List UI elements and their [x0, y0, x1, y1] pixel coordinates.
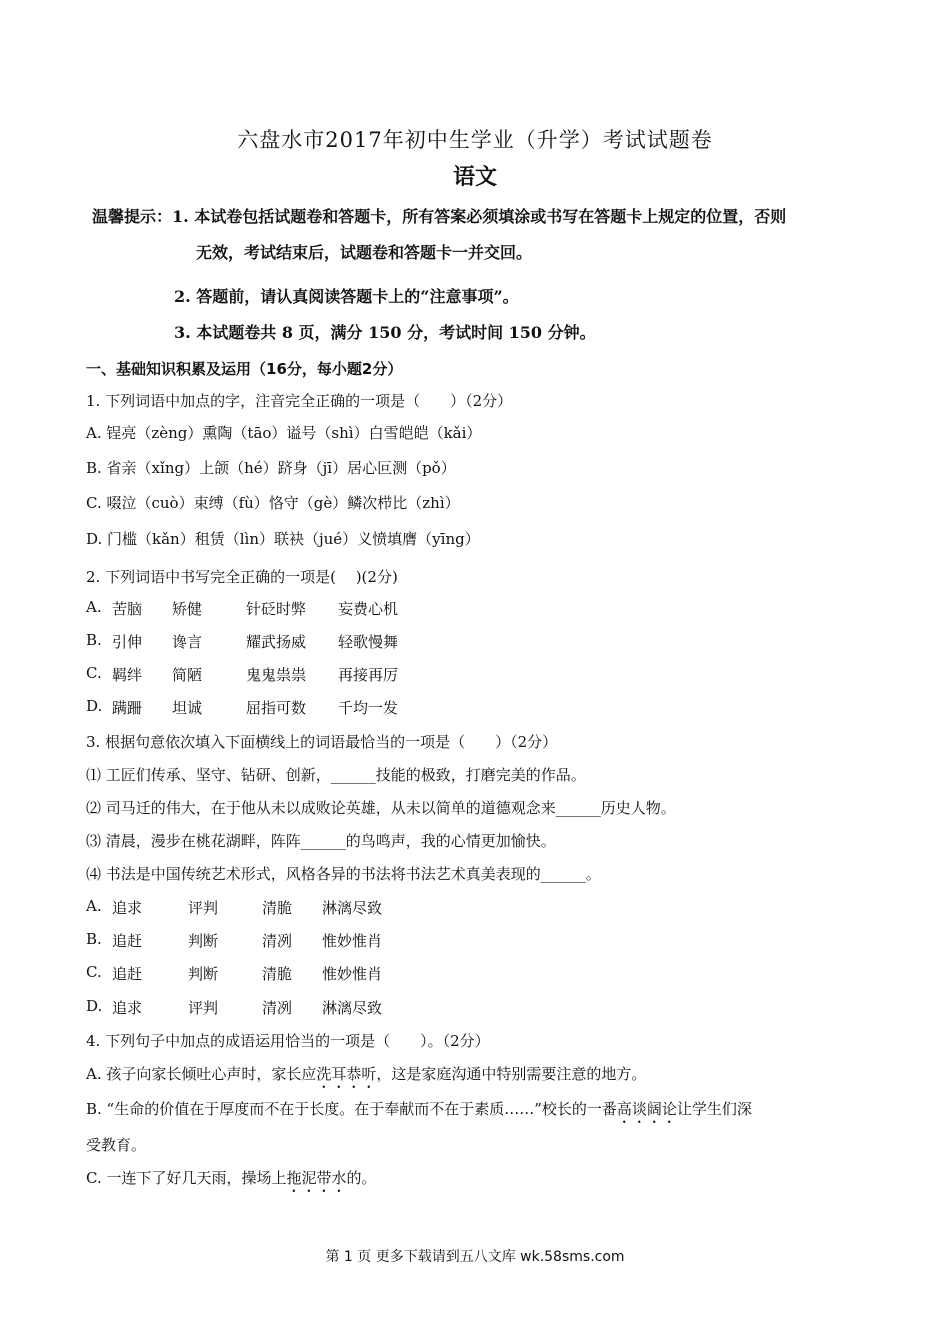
q2-d-word4: 千均一发 [338, 699, 399, 717]
q3-b-word1: 追赶 [112, 932, 143, 950]
q3-c-word3: 清脆 [262, 965, 293, 983]
q3-a-word2: 评判 [188, 899, 219, 917]
page-title: 六盘水市2017年初中生学业（升学）考试试题卷 [237, 128, 713, 152]
q2-b-word2: 谗言 [172, 633, 203, 651]
q2-c-letter: C. [86, 664, 102, 682]
q4-c-idiom: 拖泥带水 [286, 1169, 347, 1187]
q2-d-word2: 坦诚 [172, 699, 203, 717]
q4-a-idiom: 洗耳恭听 [316, 1065, 377, 1083]
q4-c-after: 的。 [346, 1169, 377, 1187]
q2-a-word2: 矫健 [172, 600, 203, 618]
q4-b-after: 让学生们深 [676, 1100, 752, 1118]
q2-a-word4: 妄费心机 [338, 600, 399, 618]
q4-a-before: A. 孩子向家长倾吐心声时，家长应 [86, 1065, 317, 1083]
q2-c-word4: 再接再厉 [338, 666, 399, 684]
q3-d-word1: 追求 [112, 999, 143, 1017]
q2-a-letter: A. [86, 598, 102, 616]
q2-a-word3: 针砭时弊 [246, 600, 307, 618]
q3-sentence-2: ⑵ 司马迁的伟大，在于他从未以成败论英雄，从未以简单的道德观念来______历史人物。 [86, 799, 676, 817]
page-footer: 第 1 页 更多下载请到五八文库 wk.58sms.com [325, 1249, 625, 1265]
q3-d-word2: 评判 [188, 999, 219, 1017]
q1-option-c: C. 啜泣（cuò）束缚（fù）恪守（gè）鳞次栉比（zhì） [86, 494, 460, 512]
tip-item-2: 2. 答题前，请认真阅读答题卡上的“注意事项”。 [174, 287, 519, 306]
q3-a-word4: 淋漓尽致 [322, 899, 383, 917]
tip-item-1 [92, 204, 786, 227]
q4-b-before: B. “生命的价值在于厚度而不在于长度。在于奉献而不在于素质……”校长的一番 [86, 1100, 617, 1118]
q3-sentence-1: ⑴ 工匠们传承、坚守、钻研、创新，______技能的极致，打磨完美的作品。 [86, 766, 586, 784]
q3-b-word3: 清冽 [262, 932, 293, 950]
q2-c-word3: 鬼鬼祟祟 [246, 666, 307, 684]
q2-d-word1: 蹒跚 [112, 699, 143, 717]
q3-b-word2: 判断 [188, 932, 219, 950]
q2-b-letter: B. [86, 631, 102, 649]
q1-option-a: A. 锃亮（zèng）熏陶（tāo）谥号（shì）白雪皑皑（kǎi） [86, 424, 482, 442]
q4-b-idiom: 高谈阔论 [616, 1100, 677, 1118]
tip-item-1-continued: 无效，考试结束后，试题卷和答题卡一并交回。 [196, 243, 533, 262]
q4-stem: 4. 下列句子中加点的成语运用恰当的一项是（ ）。（2分） [86, 1032, 490, 1050]
q2-d-letter: D. [86, 697, 103, 715]
q2-stem: 2. 下列词语中书写完全正确的一项是( )(2分) [86, 568, 398, 586]
q2-d-word3: 屈指可数 [246, 699, 307, 717]
q3-stem: 3. 根据句意依次填入下面横线上的词语最恰当的一项是（ ）（2分） [86, 733, 558, 751]
q3-d-word4: 淋漓尽致 [322, 999, 383, 1017]
q3-b-letter: B. [86, 930, 102, 948]
q2-b-word1: 引伸 [112, 633, 143, 651]
q3-c-word2: 判断 [188, 965, 219, 983]
q4-c-before: C. 一连下了好几天雨，操场上 [86, 1169, 287, 1187]
q2-b-word3: 耀武扬威 [246, 633, 307, 651]
q3-a-word1: 追求 [112, 899, 143, 917]
q3-a-letter: A. [86, 897, 102, 915]
q3-b-word4: 惟妙惟肖 [322, 932, 383, 950]
q2-a-word1: 苦脑 [112, 600, 143, 618]
q4-a-after: ，这是家庭沟通中特别需要注意的地方。 [376, 1065, 647, 1083]
q4-option-b [86, 1098, 752, 1127]
q1-stem: 1. 下列词语中加点的字，注音完全正确的一项是（ ）（2分） [86, 392, 513, 410]
q3-d-word3: 清冽 [262, 999, 293, 1017]
tip-label: 温馨提示： [92, 207, 173, 226]
q2-b-word4: 轻歌慢舞 [338, 633, 399, 651]
section-heading: 一、基础知识积累及运用（16分，每小题2分） [86, 360, 403, 378]
q4-option-b-continued: 受教育。 [86, 1136, 147, 1154]
tip-item-3: 3. 本试题卷共 8 页，满分 150 分，考试时间 150 分钟。 [174, 323, 596, 342]
q3-sentence-3: ⑶ 清晨，漫步在桃花湖畔，阵阵______的鸟鸣声，我的心情更加愉快。 [86, 832, 556, 850]
q1-option-b: B. 省亲（xǐng）上颌（hé）跻身（jī）居心叵测（pǒ） [86, 459, 456, 477]
q3-a-word3: 清脆 [262, 899, 293, 917]
q4-option-c [86, 1167, 377, 1196]
q1-option-d: D. 门槛（kǎn）租赁（lìn）联袂（jué）义愤填膺（yīng） [86, 530, 480, 548]
q4-option-a [86, 1063, 646, 1092]
q3-c-word1: 追赶 [112, 965, 143, 983]
q3-c-letter: C. [86, 963, 102, 981]
q3-sentence-4: ⑷ 书法是中国传统艺术形式，风格各异的书法将书法艺术真美表现的______。 [86, 865, 601, 883]
q2-c-word1: 羁绊 [112, 666, 143, 684]
q2-c-word2: 简陋 [172, 666, 203, 684]
q3-c-word4: 惟妙惟肖 [322, 965, 383, 983]
tip-item-1-text: 1. 本试卷包括试题卷和答题卡，所有答案必须填涂或书写在答题卡上规定的位置，否则 [172, 207, 787, 226]
q3-d-letter: D. [86, 997, 103, 1015]
subject-title: 语文 [452, 165, 497, 190]
